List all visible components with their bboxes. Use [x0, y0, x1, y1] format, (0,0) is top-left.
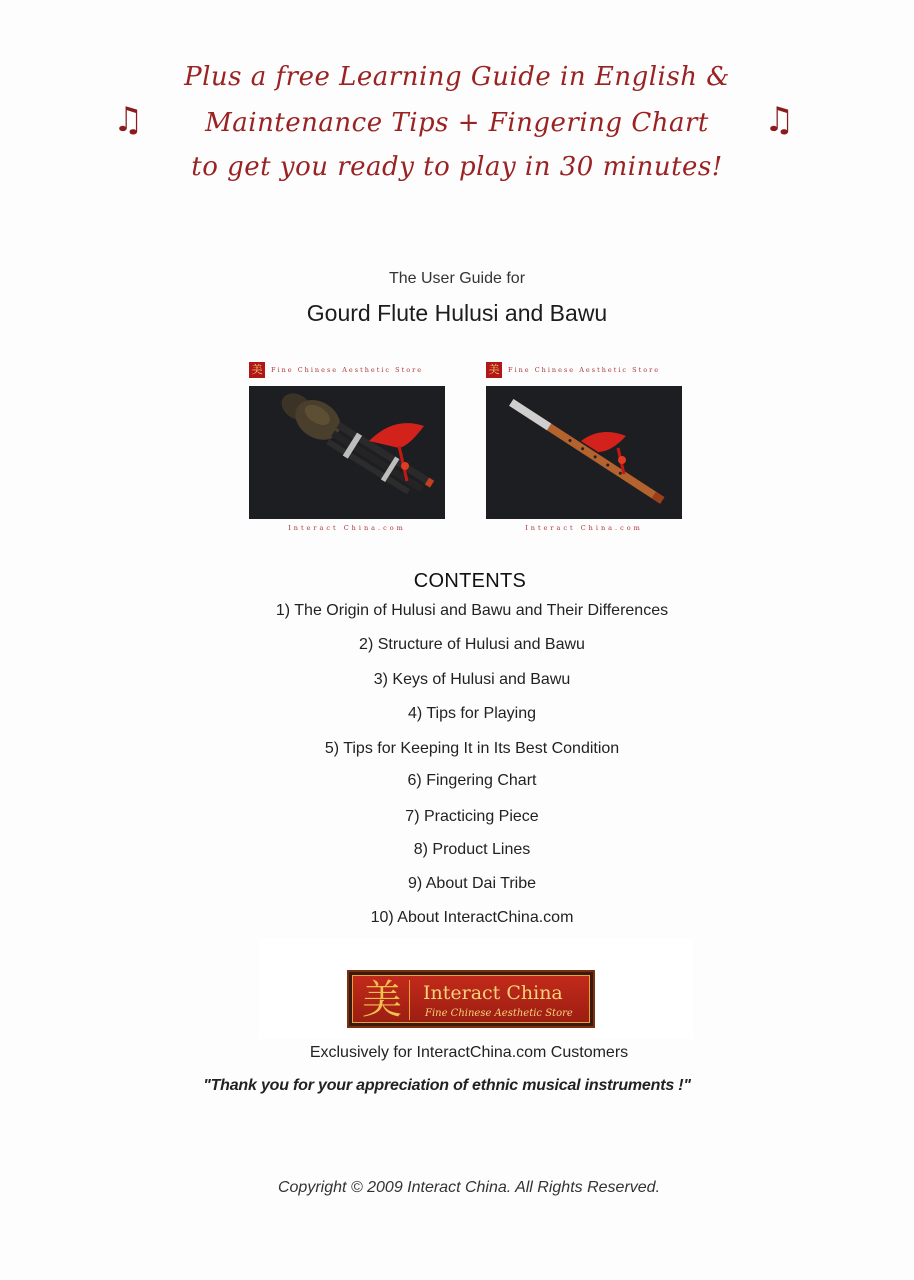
brand-divider [409, 980, 410, 1020]
brand-name: Interact China [423, 982, 563, 1004]
hulusi-photo [249, 386, 445, 519]
contents-item: 7) Practicing Piece [405, 808, 539, 825]
photo-caption: Interact China.com [288, 524, 406, 532]
contents-item: 1) The Origin of Hulusi and Bawu and Their Differences [275, 602, 669, 619]
store-band [486, 362, 682, 380]
product-image-hulusi [249, 362, 445, 534]
contents-item: 3) Keys of Hulusi and Bawu [373, 671, 571, 688]
promo-line-1: Plus a free Learning Guide in English & [184, 62, 730, 92]
contents-item: 5) Tips for Keeping It in Its Best Condition [324, 740, 620, 757]
guide-intro: The User Guide for [388, 270, 526, 287]
photo-caption: Interact China.com [525, 524, 643, 532]
promo-line-3: to get you ready to play in 30 minutes! [191, 152, 723, 182]
interact-china-logo [347, 970, 595, 1028]
brand-logo-icon: 美 [362, 977, 402, 1023]
contents-item: 8) Product Lines [413, 841, 531, 858]
store-logo-icon: 美 [486, 362, 502, 378]
contents-item: 4) Tips for Playing [407, 705, 537, 722]
contents-item: 9) About Dai Tribe [407, 875, 537, 892]
store-band [249, 362, 445, 380]
copyright: Copyright © 2009 Interact China. All Rights Reserved. [277, 1179, 661, 1196]
product-image-bawu [486, 362, 682, 534]
music-note-icon: ♫ [764, 100, 795, 140]
promo-banner [0, 58, 914, 188]
contents-heading: CONTENTS [413, 570, 527, 592]
thank-you-note: "Thank you for your appreciation of ethnic musical instruments !" [203, 1077, 691, 1094]
guide-title: Gourd Flute Hulusi and Bawu [306, 300, 608, 326]
contents-item: 10) About InteractChina.com [370, 909, 574, 926]
brand-tagline: Fine Chinese Aesthetic Store [425, 1008, 573, 1019]
contents-item: 2) Structure of Hulusi and Bawu [359, 636, 585, 653]
music-note-icon: ♫ [113, 100, 144, 140]
bawu-flute-icon [486, 386, 682, 519]
contents-item: 6) Fingering Chart [407, 772, 537, 789]
promo-line-2: Maintenance Tips + Fingering Chart [205, 108, 709, 138]
exclusive-note: Exclusively for InteractChina.com Customers [309, 1044, 629, 1061]
store-logo-icon: 美 [249, 362, 265, 378]
hulusi-gourd-flute-icon [249, 386, 445, 519]
bawu-photo [486, 386, 682, 519]
store-name: Fine Chinese Aesthetic Store [271, 366, 424, 374]
store-name: Fine Chinese Aesthetic Store [508, 366, 661, 374]
